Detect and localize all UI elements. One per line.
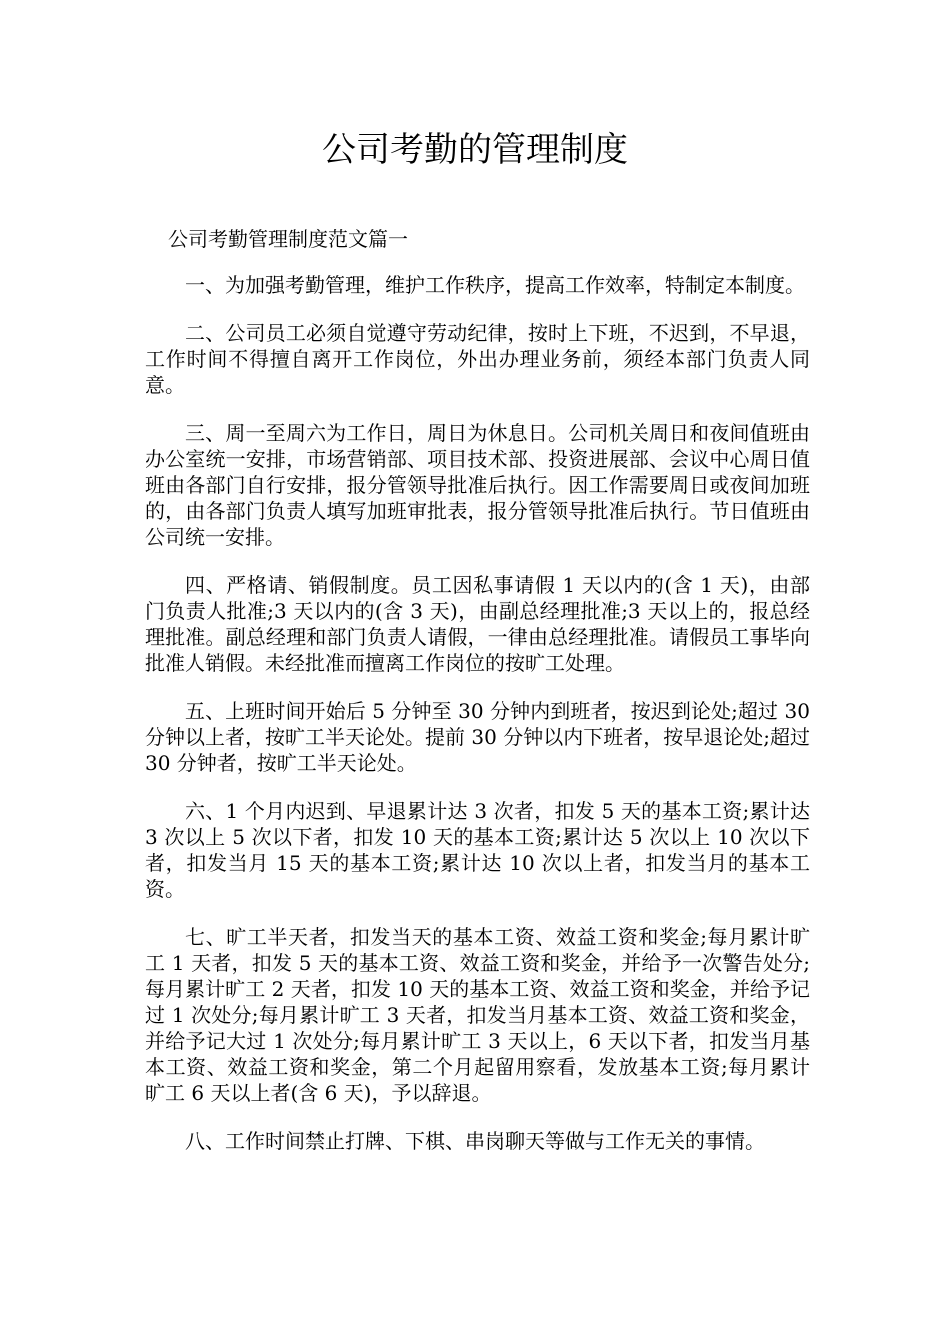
paragraph-3: 三、周一至周六为工作日，周日为休息日。公司机关周日和夜间值班由办公室统一安排，市场营销部、项目技术部、投资进展部、会议中心周日值班由各部门自行安排，报分管领导批准后执行。因工作需要周日或夜间加班的，由各部门负责人填写加班审批表，报分管领导批准后执行。节日值班由公司统一安排。 bbox=[145, 421, 810, 549]
paragraph-7: 七、旷工半天者，扣发当天的基本工资、效益工资和奖金;每月累计旷工 1 天者，扣发 5 天的基本工资、效益工资和奖金，并给予一次警告处分;每月累计旷工 2 天者，扣发 10 天的基本工资、效益工资和奖金，并给予记过 1 次处分;每月累计旷工 3 天者，扣发当月基本工资、效益工资和奖金，并给予记大过 1 次处分;每月累计旷工 3 天以上，6 天以下者，扣发当月基本工资、效益工资和奖金，第二个月起留用察看，发放基本工资;每月累计旷工 6 天以上者(含 6 天)，予以辞退。 bbox=[145, 925, 810, 1105]
paragraph-4: 四、严格请、销假制度。员工因私事请假 1 天以内的(含 1 天)，由部门负责人批准;3 天以内的(含 3 天)，由副总经理批准;3 天以上的，报总经理批准。副总经理和部门负责人请假，一律由总经理批准。请假员工事毕向批准人销假。未经批准而擅离工作岗位的按旷工处理。 bbox=[145, 573, 810, 675]
document-title: 公司考勤的管理制度 bbox=[322, 130, 628, 170]
paragraph-8: 八、工作时间禁止打牌、下棋、串岗聊天等做与工作无关的事情。 bbox=[185, 1129, 765, 1153]
paragraph-2: 二、公司员工必须自觉遵守劳动纪律，按时上下班，不迟到，不早退，工作时间不得擅自离开工作岗位，外出办理业务前，须经本部门负责人同意。 bbox=[145, 321, 810, 397]
document-subtitle: 公司考勤管理制度范文篇一 bbox=[168, 227, 408, 251]
document-body bbox=[145, 272, 810, 1176]
paragraph-5: 五、上班时间开始后 5 分钟至 30 分钟内到班者，按迟到论处;超过 30 分钟以上者，按旷工半天论处。提前 30 分钟以内下班者，按早退论处;超过 30 分钟者，按旷工半天论处。 bbox=[145, 699, 810, 775]
paragraph-1: 一、为加强考勤管理，维护工作秩序，提高工作效率，特制定本制度。 bbox=[185, 273, 805, 297]
paragraph-6: 六、1 个月内迟到、早退累计达 3 次者，扣发 5 天的基本工资;累计达 3 次以上 5 次以下者，扣发 10 天的基本工资;累计达 5 次以上 10 次以下者，扣发当月 15 天的基本工资;累计达 10 次以上者，扣发当月的基本工资。 bbox=[145, 799, 810, 901]
